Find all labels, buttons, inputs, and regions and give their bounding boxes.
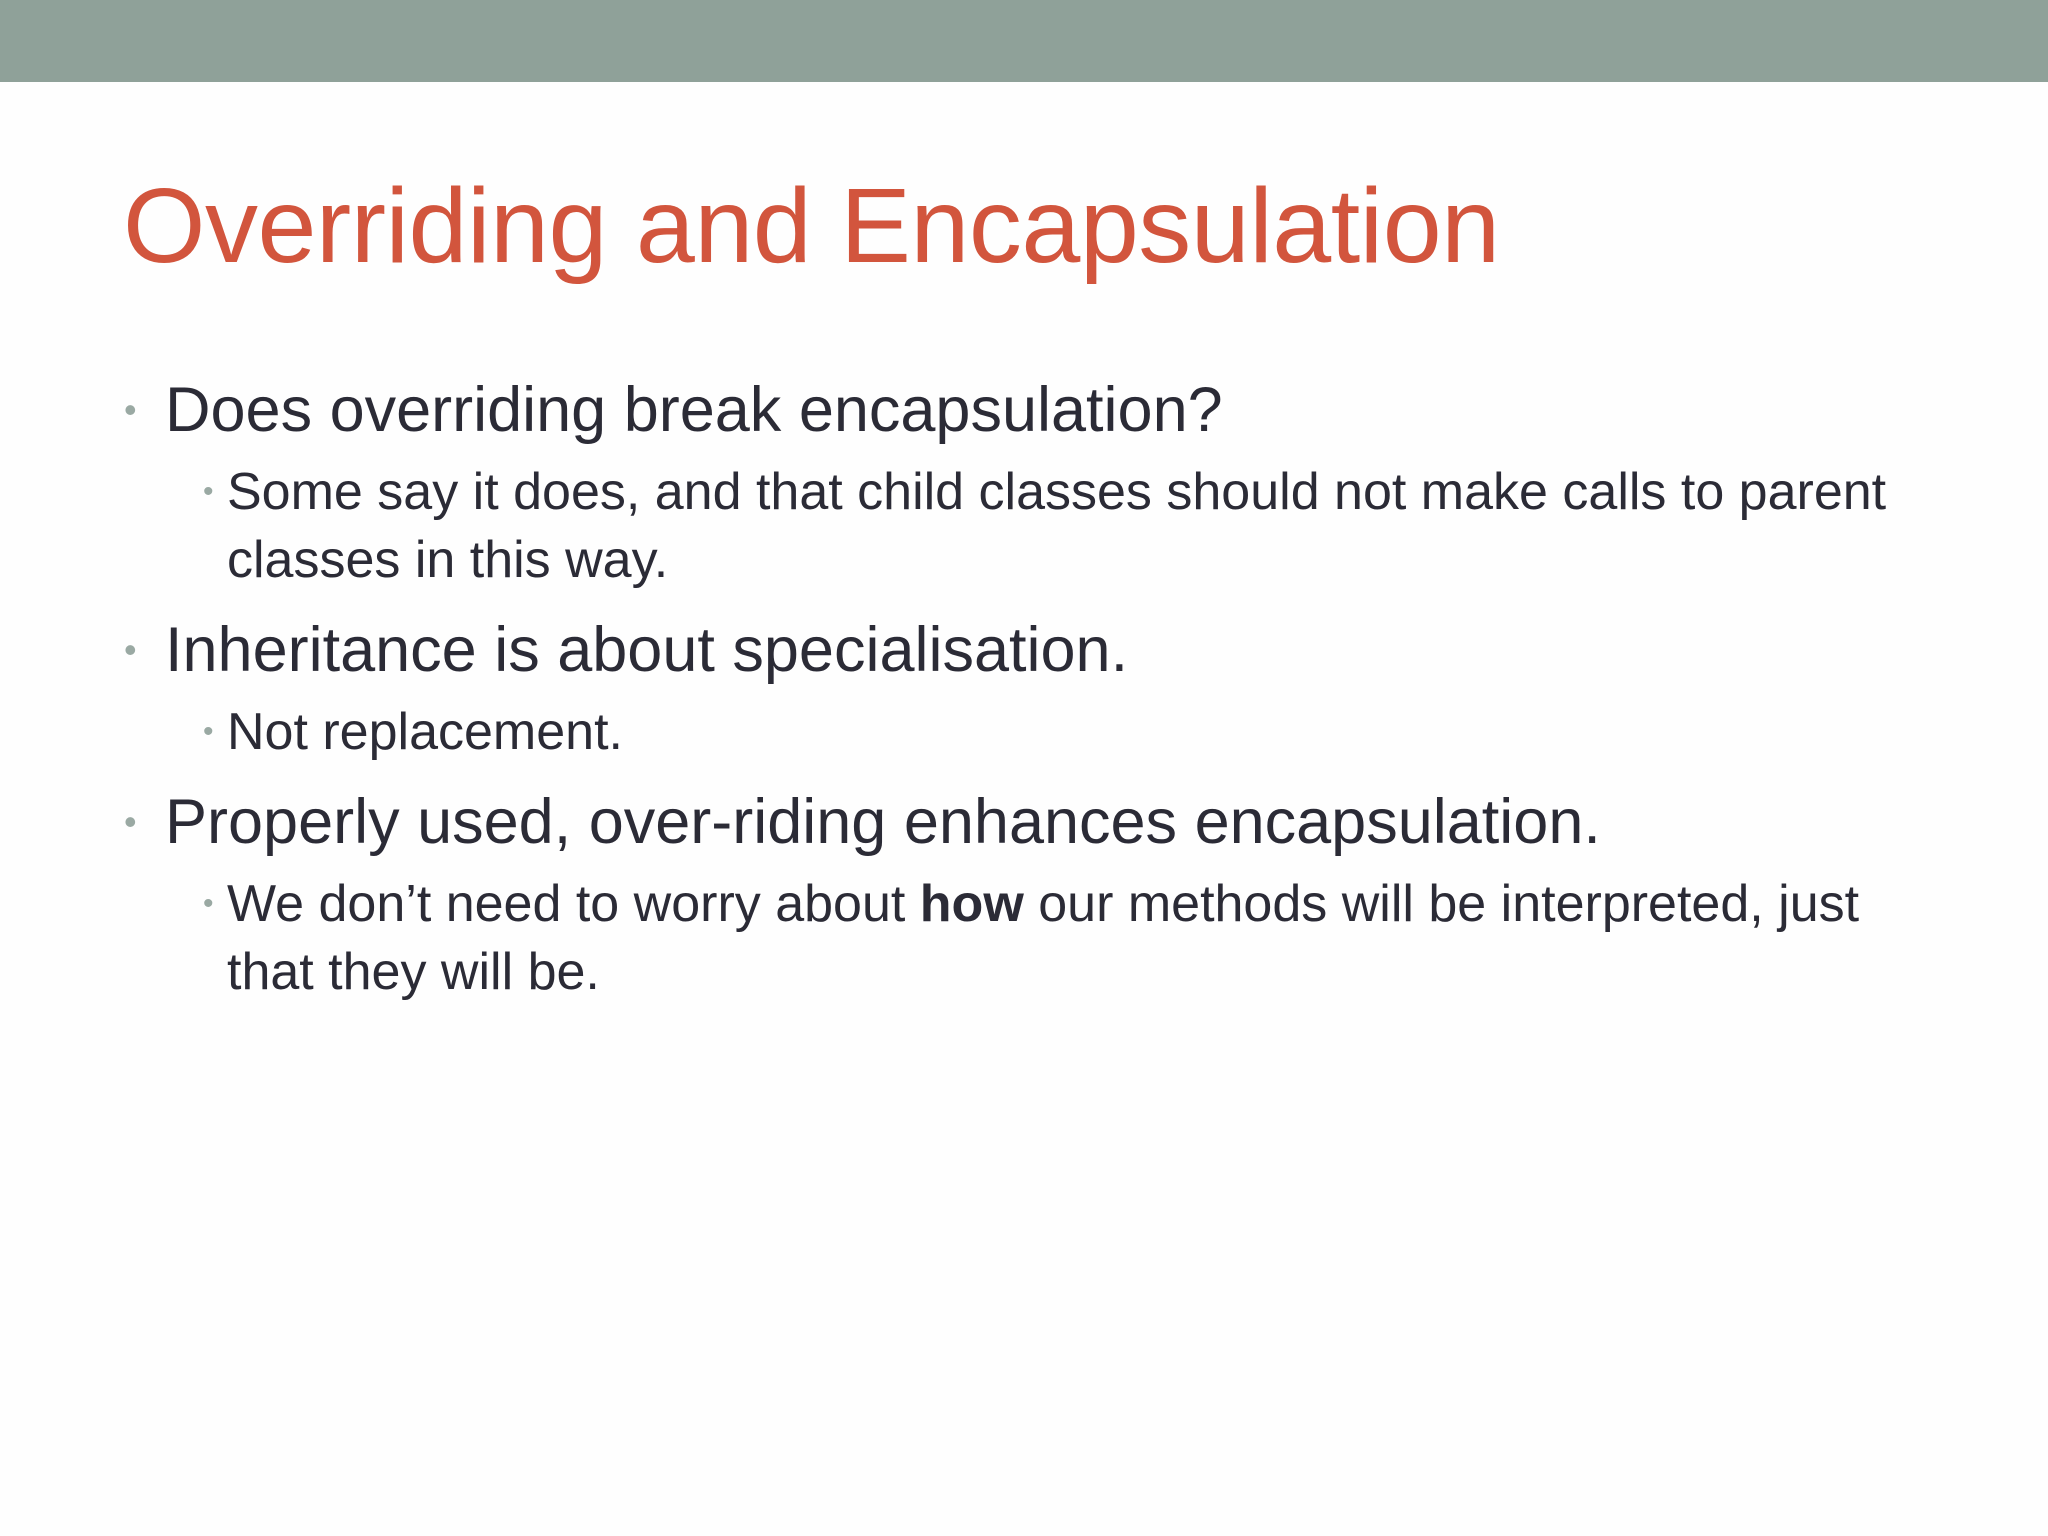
bullet-list [122, 372, 1952, 1024]
bullet-item [122, 612, 1952, 766]
bullet-dot-icon: • [124, 389, 137, 430]
bullet-item [122, 372, 1952, 594]
sub-bullet-text-start: We don’t need to worry about [227, 875, 920, 933]
bullet-dot-icon: • [124, 801, 137, 842]
emphasized-word: how [919, 875, 1024, 933]
bullet-text: Properly used, over-riding enhances encapsulation. [165, 787, 1601, 857]
sub-bullet-text: Some say it does, and that child classes should not make calls to parent classes in this way. [227, 463, 1887, 589]
sub-bullet-item [165, 870, 1952, 1006]
sub-bullet-item [165, 458, 1952, 594]
sub-bullet-dot-icon: • [203, 715, 214, 748]
sub-bullet-text [227, 870, 1952, 1006]
top-accent-bar [0, 0, 2048, 82]
bullet-dot-icon: • [124, 629, 137, 670]
bullet-text: Does overriding break encapsulation? [165, 375, 1223, 445]
sub-bullet-list [165, 698, 1952, 766]
sub-bullet-text-end: our methods will be interpreted, just that they will be. [227, 875, 1860, 1001]
sub-bullet-list [165, 870, 1952, 1006]
bullet-item [122, 784, 1952, 1006]
sub-bullet-text: Not replacement. [227, 703, 623, 761]
slide-title: Overriding and Encapsulation [123, 167, 1500, 285]
bullet-text: Inheritance is about specialisation. [165, 615, 1129, 685]
sub-bullet-dot-icon: • [203, 475, 214, 508]
sub-bullet-dot-icon: • [203, 887, 214, 920]
sub-bullet-list [165, 458, 1952, 594]
sub-bullet-item [165, 698, 1952, 766]
